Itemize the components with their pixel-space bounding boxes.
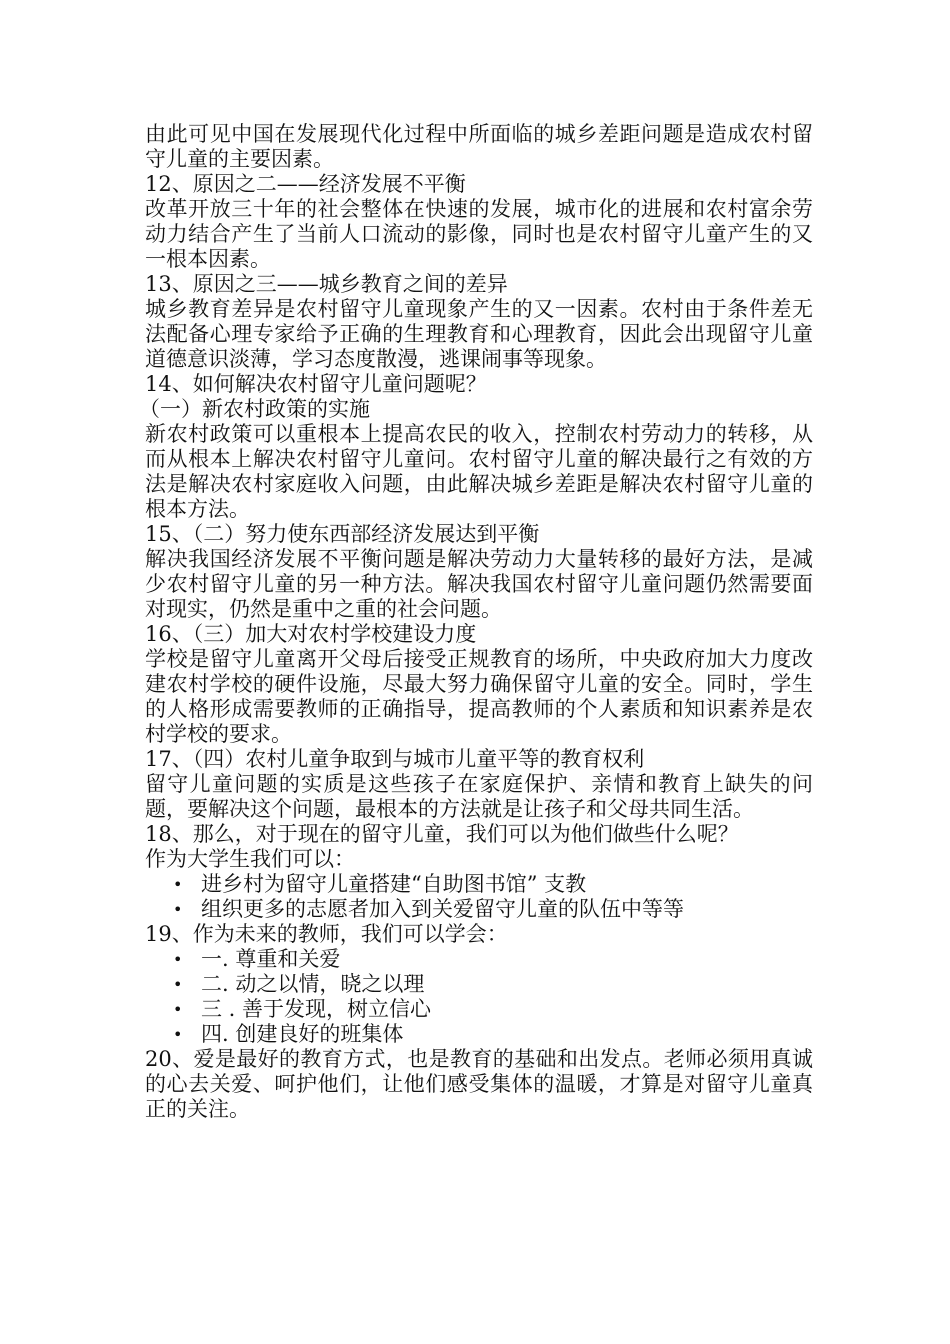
section-heading-18: 18、那么，对于现在的留守儿童，我们可以为他们做些什么呢？ <box>145 822 739 846</box>
paragraph: 学校是留守儿童离开父母后接受正规教育的场所，中央政府加大力度改建农村学校的硬件设施，尽最大努力确保留守儿童的安全。同时，学生的人格形成需要教师的正确指导，提高教师的个人素质和知识素养是农村学校的要求。 <box>145 647 813 746</box>
bullet-icon: • <box>173 975 183 994</box>
paragraph: 城乡教育差异是农村留守儿童现象产生的又一因素。农村由于条件差无法配备心理专家给予正确的生理教育和心理教育，因此会出现留守儿童道德意识淡薄，学习态度散漫，逃课闹事等现象。 <box>145 297 813 371</box>
paragraph: 改革开放三十年的社会整体在快速的发展，城市化的进展和农村富余劳动力结合产生了当前人口流动的影像，同时也是农村留守儿童产生的又一根本因素。 <box>145 197 813 271</box>
section-heading-15: 15、（二）努力使东西部经济发展达到平衡 <box>145 522 540 546</box>
section-heading-19: 19、作为未来的教师，我们可以学会： <box>145 922 508 946</box>
paragraph: 作为大学生我们可以： <box>145 847 355 871</box>
list-item <box>145 972 813 997</box>
bullet-icon: • <box>173 900 183 919</box>
list-item-text: 四. 创建良好的班集体 <box>201 1022 404 1046</box>
section-heading-16: 16、（三）加大对农村学校建设力度 <box>145 622 477 646</box>
section-heading-12: 12、原因之二——经济发展不平衡 <box>145 172 466 196</box>
list-item <box>145 872 813 897</box>
paragraph: 解决我国经济发展不平衡问题是解决劳动力大量转移的最好方法，是减少农村留守儿童的另一种方法。解决我国农村留守儿童问题仍然需要面对现实，仍然是重中之重的社会问题。 <box>145 547 813 621</box>
student-actions-list <box>145 872 813 922</box>
teacher-skills-list <box>145 947 813 1047</box>
list-item-text: 进乡村为留守儿童搭建“自助图书馆” 支教 <box>201 872 587 896</box>
list-item <box>145 1022 813 1047</box>
section-heading-13: 13、原因之三——城乡教育之间的差异 <box>145 272 508 296</box>
list-item-text: 一. 尊重和关爱 <box>201 947 341 971</box>
bullet-icon: • <box>173 875 183 894</box>
bullet-icon: • <box>173 950 183 969</box>
list-item-text: 组织更多的志愿者加入到关爱留守儿童的队伍中等等 <box>201 897 684 921</box>
bullet-icon: • <box>173 1000 183 1019</box>
list-item <box>145 897 813 922</box>
section-heading-14: 14、如何解决农村留守儿童问题呢？ <box>145 372 487 396</box>
section-heading-17: 17、（四）农村儿童争取到与城市儿童平等的教育权利 <box>145 747 645 771</box>
paragraph: 新农村政策可以重根本上提高农民的收入，控制农村劳动力的转移，从而从根本上解决农村留守儿童问。农村留守儿童的解决最行之有效的方法是解决农村家庭收入问题，由此解决城乡差距是解决农村留守儿童的根本方法。 <box>145 422 813 521</box>
list-item <box>145 947 813 972</box>
list-item-text: 二. 动之以情，晓之以理 <box>201 972 425 996</box>
list-item-text: 三 . 善于发现，树立信心 <box>201 997 432 1021</box>
closing-paragraph: 20、爱是最好的教育方式，也是教育的基础和出发点。老师必须用真诚的心去关爱、呵护他们，让他们感受集体的温暖，才算是对留守儿童真正的关注。 <box>145 1047 813 1121</box>
paragraph: 由此可见中国在发展现代化过程中所面临的城乡差距问题是造成农村留守儿童的主要因素。 <box>145 122 813 171</box>
paragraph: 留守儿童问题的实质是这些孩子在家庭保护、亲情和教育上缺失的问题，要解决这个问题，最根本的方法就是让孩子和父母共同生活。 <box>145 772 813 821</box>
subheading-1: （一）新农村政策的实施 <box>139 397 370 421</box>
bullet-icon: • <box>173 1025 183 1044</box>
list-item <box>145 997 813 1022</box>
document-page <box>139 122 813 1122</box>
